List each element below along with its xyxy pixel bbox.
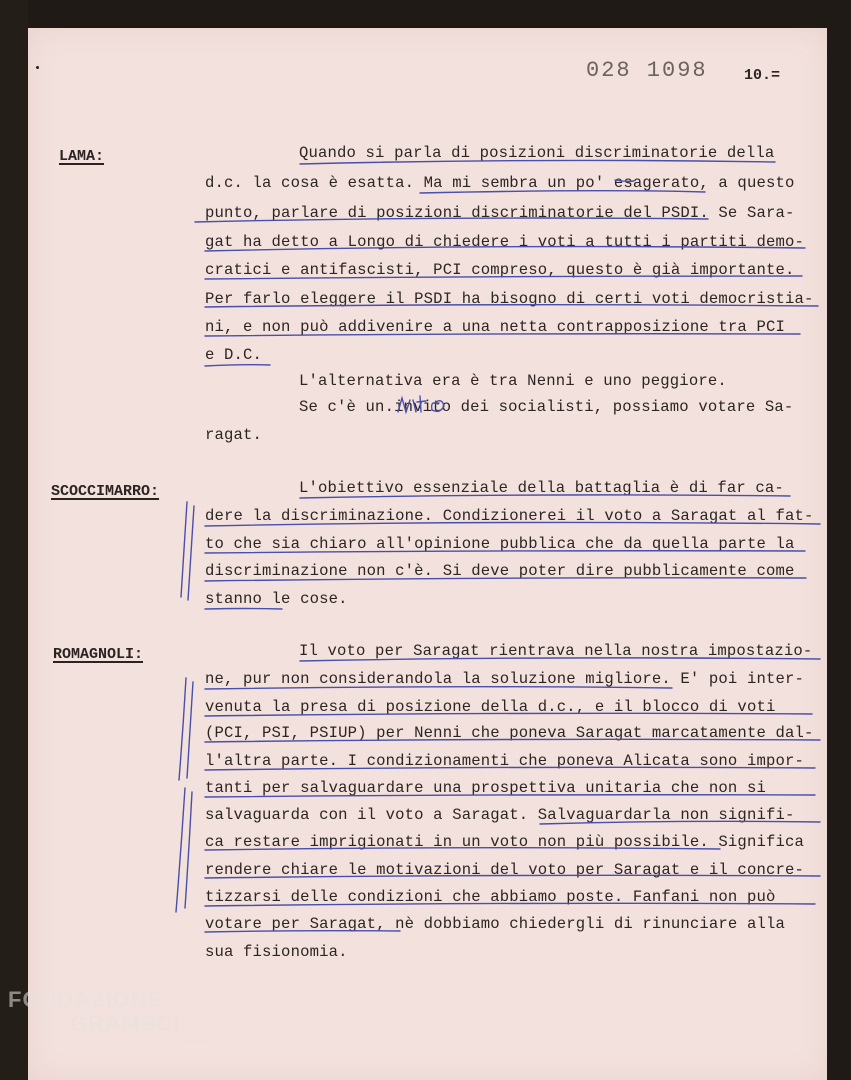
- margin-mark: [188, 506, 194, 600]
- text-line: cratici e antifascisti, PCI compreso, questo è già importante.: [205, 261, 795, 279]
- text-line: Il voto per Saragat rientrava nella nostra impostazio-: [299, 642, 813, 660]
- archive-number: 028 1098: [586, 58, 708, 83]
- text-line: Se c'è un.invito dei socialisti, possiamo votare Sa-: [299, 398, 794, 416]
- correction-mark: [432, 401, 444, 412]
- underline-mark: [205, 713, 812, 716]
- correction-mark: [398, 398, 410, 412]
- underline-mark: [205, 551, 805, 553]
- speaker-lama: LAMA:: [59, 148, 105, 165]
- margin-mark: [181, 502, 187, 597]
- underline-mark: [205, 334, 800, 336]
- underline-mark: [205, 276, 802, 279]
- text-line: venuta la presa di posizione della d.c., e il blocco di voti: [205, 698, 776, 716]
- correction-mark: [417, 396, 426, 412]
- underline-mark: [205, 247, 805, 251]
- page-number: 10.=: [744, 67, 781, 84]
- underline-mark: [205, 305, 818, 307]
- text-line: Quando si parla di posizioni discriminatorie della: [299, 144, 775, 162]
- text-line: e D.C.: [205, 346, 263, 364]
- text-line: l'altra parte. I condizionamenti che poneva Alicata sono impor-: [205, 752, 804, 770]
- underline-mark: [205, 609, 282, 610]
- text-line: tanti per salvaguardare una prospettiva unitaria che non si: [205, 779, 766, 797]
- text-line: votare per Saragat, nè dobbiamo chiedergli di rinunciare alla: [205, 915, 785, 933]
- text-line: ragat.: [205, 426, 263, 444]
- text-line: ca restare imprigionati in un voto non più possibile. Significa: [205, 833, 804, 851]
- underline-mark: [195, 218, 708, 222]
- text-line: (PCI, PSI, PSIUP) per Nenni che poneva Saragat marcatamente dal-: [205, 724, 814, 742]
- underline-mark: [205, 795, 815, 797]
- underline-mark: [205, 687, 672, 689]
- watermark-line: FONDAZIONE: [8, 987, 164, 1012]
- speaker-romagnoli: ROMAGNOLI:: [53, 646, 144, 663]
- underline-mark: [300, 658, 820, 661]
- watermark-line: onlus: [184, 1036, 208, 1046]
- text-line: to che sia chiaro all'opinione pubblica che da quella parte la: [205, 535, 795, 553]
- correction-mark: [413, 400, 416, 412]
- underline-mark: [615, 180, 634, 181]
- text-line: d.c. la cosa è esatta. Ma mi sembra un po' esagerato, a questo: [205, 174, 795, 192]
- margin-mark: [187, 682, 193, 778]
- text-line: L'obiettivo essenziale della battaglia è di far ca-: [299, 479, 784, 497]
- text-line: ni, e non può addivenire a una netta contrapposizione tra PCI: [205, 318, 785, 336]
- underline-mark: [540, 821, 820, 824]
- underline-mark: [205, 875, 820, 878]
- margin-mark: [185, 792, 192, 908]
- underline-mark: [420, 191, 705, 193]
- text-line: salvaguarda con il voto a Saragat. Salvaguardarla non signifi-: [205, 806, 795, 824]
- underline-mark: [205, 848, 720, 850]
- text-line: rendere chiare le motivazioni del voto per Saragat e il concre-: [205, 861, 804, 879]
- underline-mark: [205, 931, 400, 932]
- underline-mark: [205, 365, 270, 366]
- underline-mark: [300, 495, 790, 498]
- underline-mark: [300, 160, 775, 164]
- text-line: Per farlo eleggere il PSDI ha bisogno di certi voti democristia-: [205, 290, 814, 308]
- underline-mark: [205, 739, 820, 742]
- text-line: dere la discriminazione. Condizionerei il voto a Saragat al fat-: [205, 507, 814, 525]
- watermark-line: GRAMSCI: [70, 1011, 181, 1036]
- margin-mark: [176, 788, 185, 912]
- margin-mark: [179, 678, 186, 780]
- speaker-scoccimarro: SCOCCIMARRO:: [51, 483, 160, 500]
- text-line: ne, pur non considerandola la soluzione migliore. E' poi inter-: [205, 670, 804, 688]
- text-line: sua fisionomia.: [205, 943, 348, 961]
- text-line: L'alternativa era è tra Nenni e uno peggiore.: [299, 372, 727, 390]
- underline-mark: [205, 578, 806, 581]
- watermark: [8, 988, 208, 1046]
- underline-mark: [205, 522, 820, 526]
- text-line: stanno le cose.: [205, 590, 348, 608]
- text-line: punto, parlare di posizioni discriminatorie del PSDI. Se Sara-: [205, 204, 795, 222]
- text-line: tizzarsi delle condizioni che abbiamo poste. Fanfani non può: [205, 888, 776, 906]
- text-line: gat ha detto a Longo di chiedere i voti a tutti i partiti demo-: [205, 233, 804, 251]
- underline-mark: [205, 767, 815, 770]
- underline-mark: [205, 903, 815, 906]
- text-line: discriminazione non c'è. Si deve poter dire pubblicamente come: [205, 562, 795, 580]
